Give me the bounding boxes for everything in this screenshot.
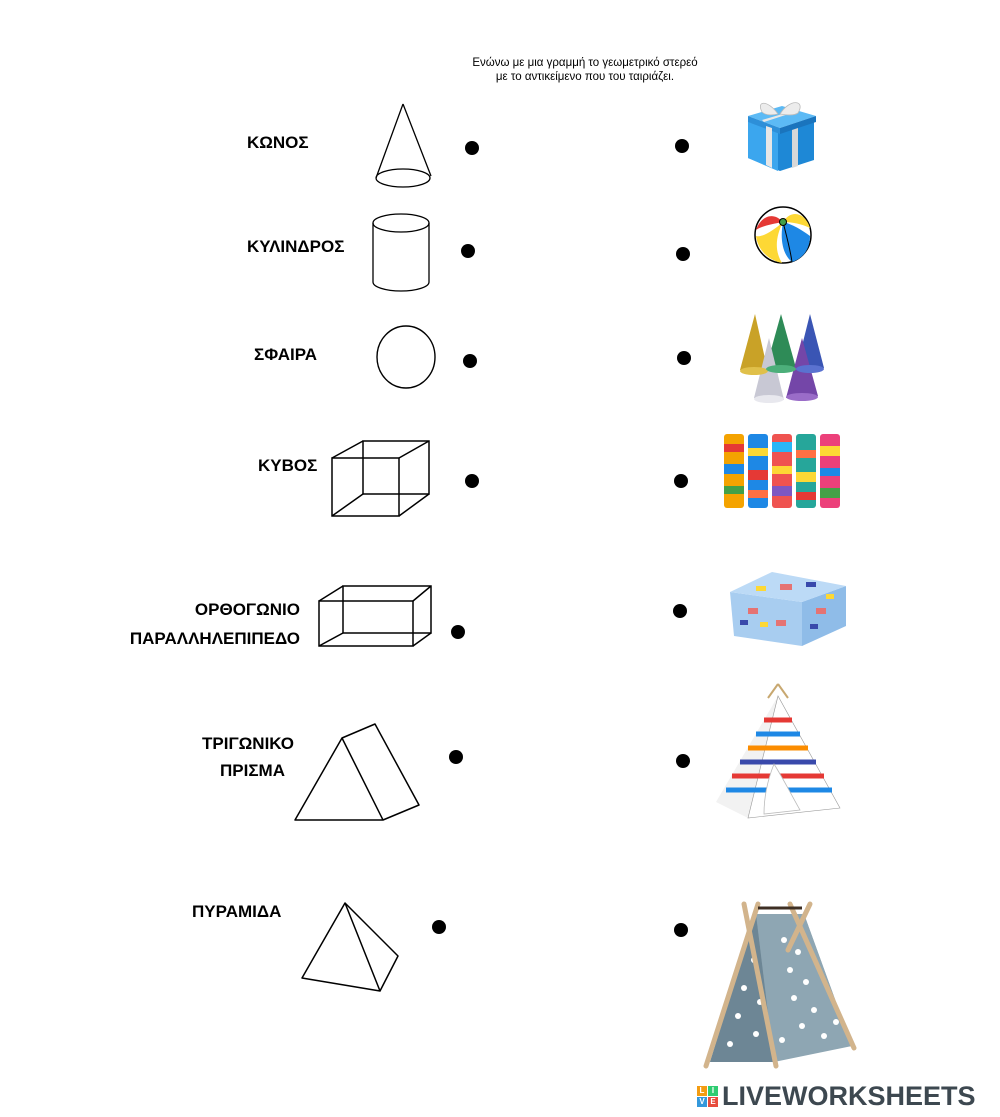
- label-cube: ΚΥΒΟΣ: [258, 456, 318, 475]
- dot-right-box[interactable]: [673, 604, 687, 618]
- pyramid-drawing: [298, 898, 404, 996]
- label-cuboid-line-2: ΠΑΡΑΛΛΗΛΕΠΙΠΕΔΟ: [129, 629, 300, 648]
- triangular-prism-drawing: [290, 720, 424, 826]
- cuboid-drawing: [316, 582, 436, 650]
- cone-drawing: [362, 96, 452, 192]
- shoe-box-image: [726, 564, 850, 648]
- label-pyramid: ΠΥΡΑΜΙΔΑ: [192, 902, 282, 921]
- dot-left-cube[interactable]: [465, 474, 479, 488]
- gift-box-image: [742, 98, 820, 174]
- dot-left-cuboid[interactable]: [451, 625, 465, 639]
- teepee-tent-image: [708, 680, 846, 840]
- label-sphere: ΣΦΑΙΡΑ: [254, 345, 318, 364]
- instruction-line-2: με το αντικείμενο που του ταιριάζει.: [495, 71, 675, 83]
- label-cone: ΚΩΝΟΣ: [247, 133, 309, 152]
- dot-right-ball[interactable]: [676, 247, 690, 261]
- dot-left-cylinder[interactable]: [461, 244, 475, 258]
- brand-name: LIVEWORKSHEETS: [722, 1080, 976, 1111]
- sphere-drawing: [372, 322, 440, 392]
- instruction-text: [440, 56, 730, 84]
- label-cuboid-line-1: ΟΡΘΟΓΩΝΙΟ: [194, 600, 300, 619]
- label-cylinder: ΚΥΛΙΝΔΡΟΣ: [247, 237, 345, 256]
- a-frame-tent-image: [694, 890, 862, 1070]
- label-prism-line-1: ΤΡΙΓΩΝΙΚΟ: [202, 734, 295, 753]
- dot-right-aframe[interactable]: [674, 923, 688, 937]
- label-prism-line-2: ΠΡΙΣΜΑ: [220, 761, 285, 780]
- cube-drawing: [328, 436, 434, 520]
- party-hats-image: [736, 308, 828, 404]
- liveworksheets-logo: [697, 1080, 976, 1112]
- liveworksheets-mark-icon: L I V E: [697, 1086, 718, 1107]
- dot-left-pyramid[interactable]: [432, 920, 446, 934]
- beach-ball-image: [752, 204, 814, 266]
- party-poppers-image: [722, 430, 844, 510]
- dot-right-hats[interactable]: [677, 351, 691, 365]
- instruction-line-1: Ενώνω με μια γραμμή το γεωμετρικό στερεό: [472, 57, 698, 69]
- dot-right-gift[interactable]: [675, 139, 689, 153]
- dot-left-cone[interactable]: [465, 141, 479, 155]
- dot-left-prism[interactable]: [449, 750, 463, 764]
- dot-right-teepee[interactable]: [676, 754, 690, 768]
- dot-left-sphere[interactable]: [463, 354, 477, 368]
- dot-right-poppers[interactable]: [674, 474, 688, 488]
- cylinder-drawing: [370, 210, 436, 294]
